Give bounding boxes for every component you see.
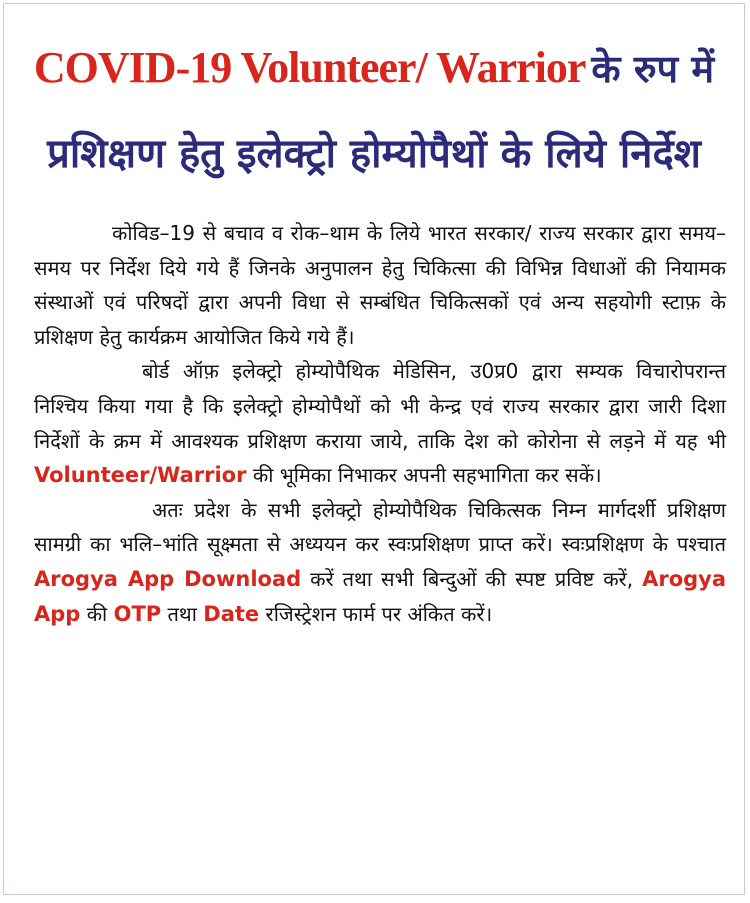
paragraph-1: कोविड–19 से बचाव व रोक–थाम के लिये भारत सरकार/ राज्य सरकार द्वारा समय–समय पर निर्देश दिये गये हैं जिनके अनुपालन हेतु चिकित्सा की विभिन्न विधाओं की नियामक संस्थाओं एवं परिषदों द्वारा अपनी विधा से सम्बंधित चिकित्सकों एवं अन्य सहयोगी स्टाफ़ के प्रशिक्षण हेतु कार्यक्रम आयोजित किये गये हैं। [34,221,726,349]
title-covid-volunteer: COVID-19 Volunteer/ Warrior [33,43,586,92]
arogya-app-highlight: Arogya App [34,566,727,626]
paragraph-3-text-e: रजिस्ट्रेशन फार्म पर अंकित करें। [265,601,493,626]
date-highlight: Date [203,601,260,626]
notice-page [3,3,745,895]
title-line-2: प्रशिक्षण हेतु इलेक्ट्रो होम्योपैथों के लिये निर्देश [47,131,701,177]
notice-body [34,216,726,631]
paragraph-3 [34,493,726,631]
title-line-1 [4,42,744,94]
paragraph-3-text-d: तथा [167,601,197,626]
paragraph-2-text-a: बोर्ड ऑफ़ इलेक्ट्रो होम्योपैथिक मेडिसिन, उ0प्र0 द्वारा सम्यक विचारोपरान्त निश्चिय किया गया है कि इलेक्ट्रो होम्योपैथों को भी केन्द्र एवं राज्य सरकार द्वारा जारी दिशा निर्देशों के क्रम में आवश्यक प्रशिक्षण कराया जाये, ताकि देश को कोरोना से लड़ने में यह भी [34,359,726,453]
paragraph-2-text-b: की भूमिका निभाकर अपनी सहभागिता कर सकें। [252,463,602,488]
arogya-app-download-highlight: Arogya App Download [34,566,302,591]
paragraph-3-text-c: की [86,601,108,626]
otp-highlight: OTP [113,601,162,626]
volunteer-warrior-highlight: Volunteer/Warrior [34,463,247,488]
title-hindi-tail: के रुप में [591,47,715,91]
paragraph-3-text-a: अतः प्रदेश के सभी इलेक्ट्रो होम्योपैथिक चिकित्सक निम्न मार्गदर्शी प्रशिक्षण सामग्री का भलि–भांति सूक्ष्मता से अध्ययन कर स्वःप्रशिक्षण प्राप्त करें। स्वःप्रशिक्षण के पश्चात [34,497,726,557]
paragraph-3-text-b: करें तथा सभी बिन्दुओं की स्पष्ट प्रविष्ट करें, [310,566,634,591]
paragraph-2 [34,354,726,492]
